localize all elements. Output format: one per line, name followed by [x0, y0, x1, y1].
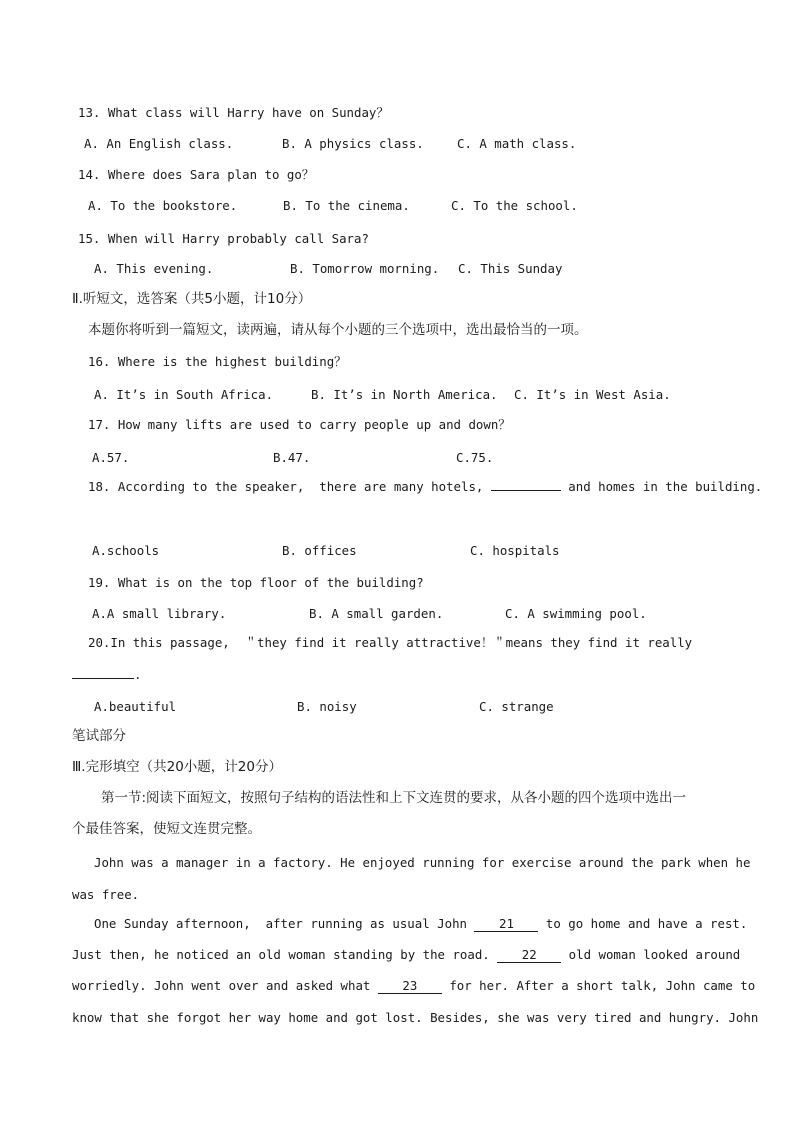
- question-14: 14. Where does Sara plan to go？: [78, 167, 315, 182]
- q20-option-b: B. noisy: [297, 699, 357, 714]
- passage-p1-line1: John was a manager in a factory. He enjoyed running for exercise around the park when he: [94, 855, 751, 870]
- q15-option-c: C. This Sunday: [458, 261, 563, 276]
- question-16: 16. Where is the highest building？: [88, 354, 347, 369]
- q14-option-b: B. To the cinema.: [283, 198, 410, 213]
- q16-option-b: B. It’s in North America.: [311, 387, 498, 402]
- blank-23: 23: [378, 979, 442, 994]
- section-2-instruction: 本题你将听到一篇短文，读两遍，请从每个小题的三个选项中，选出最恰当的一项。: [88, 322, 588, 338]
- question-17: 17. How many lifts are used to carry people up and down？: [88, 417, 511, 432]
- q20-blank-line: [72, 667, 141, 683]
- section-3-heading: Ⅲ.完形填空（共20小题，计20分）: [72, 759, 282, 775]
- q18-option-b: B. offices: [282, 543, 357, 558]
- q20-option-c: C. strange: [479, 699, 554, 714]
- passage-text: old woman looked around: [561, 947, 741, 962]
- question-15: 15. When will Harry probably call Sara?: [78, 231, 369, 246]
- section-3-instruction-line1: 第一节:阅读下面短文，按照句子结构的语法性和上下文连贯的要求，从各小题的四个选项中选出一: [101, 790, 687, 806]
- q14-option-a: A. To the bookstore.: [88, 198, 238, 213]
- passage-text: worriedly. John went over and asked what: [72, 978, 378, 993]
- passage-text: One Sunday afternoon, after running as usual John: [94, 916, 475, 931]
- q13-option-a: A. An English class.: [84, 136, 234, 151]
- q17-option-b: B.47.: [273, 450, 311, 465]
- question-20: 20.In this passage, ＂they find it really attractive！＂means they find it really: [88, 635, 693, 650]
- blank-21: 21: [474, 917, 538, 932]
- q18-option-c: C. hospitals: [470, 543, 560, 558]
- blank-22: 22: [497, 948, 561, 963]
- written-part-title: 笔试部分: [72, 728, 126, 744]
- passage-p1-line2: was free.: [72, 887, 140, 902]
- q19-option-b: B. A small garden.: [309, 606, 444, 621]
- q14-option-c: C. To the school.: [451, 198, 578, 213]
- q19-option-c: C. A swimming pool.: [505, 606, 647, 621]
- question-13: 13. What class will Harry have on Sunday？: [78, 105, 389, 120]
- passage-p2-line4: know that she forgot her way home and got lost. Besides, she was very tired and hungry. John: [72, 1010, 759, 1025]
- q17-option-a: A.57.: [92, 450, 130, 465]
- section-2-heading: Ⅱ.听短文，选答案（共5小题，计10分）: [72, 291, 312, 307]
- q15-option-a: A. This evening.: [94, 261, 214, 276]
- q20-end: .: [134, 667, 142, 682]
- passage-text: for her. After a short talk, John came to: [441, 978, 756, 993]
- passage-p2-line2: [72, 947, 740, 963]
- q19-option-a: A.A small library.: [92, 606, 227, 621]
- q18-text-after: and homes in the building.: [560, 479, 763, 494]
- passage-p2-line3: [72, 978, 755, 994]
- question-18: [88, 479, 762, 495]
- q18-option-a: A.schools: [92, 543, 160, 558]
- passage-text: to go home and have a rest.: [538, 916, 748, 931]
- question-19: 19. What is on the top floor of the building?: [88, 575, 424, 590]
- passage-p2-line1: [94, 916, 747, 932]
- section-3-instruction-line2: 个最佳答案，使短文连贯完整。: [72, 821, 261, 837]
- q16-option-c: C. It’s in West Asia.: [514, 387, 671, 402]
- passage-text: Just then, he noticed an old woman standing by the road.: [72, 947, 498, 962]
- q18-text-before: 18. According to the speaker, there are many hotels,: [88, 479, 491, 494]
- q15-option-b: B. Tomorrow morning.: [290, 261, 440, 276]
- q13-option-c: C. A math class.: [457, 136, 577, 151]
- q20-answer-blank: [72, 678, 134, 679]
- q16-option-a: A. It’s in South Africa.: [94, 387, 274, 402]
- q18-answer-blank: [491, 490, 561, 491]
- q17-option-c: C.75.: [456, 450, 494, 465]
- q13-option-b: B. A physics class.: [282, 136, 424, 151]
- q20-option-a: A.beautiful: [94, 699, 177, 714]
